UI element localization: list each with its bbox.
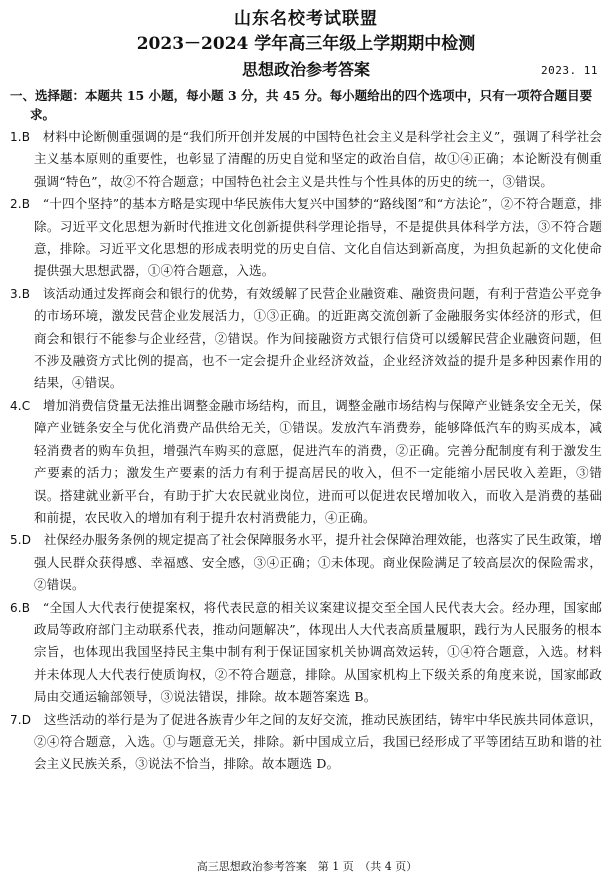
question-explanation: “十四个坚持”的基本方略是实现中华民族伟大复兴中国梦的“路线图”和“方法论”，②不符合题意，排除。习近平文化思想为新时代推进文化创新提供科学理论指导，不是提供具体科学方法，③不符合题意，排除。习近平文化思想的形成表明党的历史自信、文化自信达到新高度，为担负起新的文化使命提供强大思想武器，①④符合题意，入选。: [34, 196, 602, 279]
question-explanation: 材料中论断侧重强调的是“我们所开创并发展的中国特色社会主义是科学社会主义”，强调了科学社会主义基本原则的重要性，也彰显了清醒的历史自觉和坚定的政治自信，故①④正确；本论断没有侧重强调“特色”，故②不符合题意；中国特色社会主义是共性与个性具体的历史的统一，③错误。: [34, 129, 602, 189]
question-explanation: 社保经办服务条例的规定提高了社会保障服务水平，提升社会保障治理效能，也落实了民生政策，增强人民群众获得感、幸福感、安全感，③④正确；①未体现。商业保险满足了较高层次的保险需求，②错误。: [34, 532, 602, 593]
question-number: 4.C: [10, 398, 31, 413]
question-item: [10, 193, 602, 283]
question-number: 1.B: [10, 130, 31, 144]
question-number: 2.B: [10, 197, 31, 212]
question-number: 5.D: [10, 533, 32, 548]
question-item: [10, 283, 602, 395]
question-item: [10, 709, 602, 776]
question-explanation: 增加消费信贷量无法推出调整金融市场结构，而且，调整金融市场结构与保障产业链条安全无关，保障产业链条安全与优化消费产品供给无关，①错误。发放汽车消费券，能够降低汽车的购买成本，减轻消费者的购车负担，增强汽车购买的意愿，促进汽车的消费，②正确。完善分配制度有利于激发生产要素的活力；激发生产要素的活力有利于提高居民的收入，但不一定能缩小居民收入差距，③错误。搭建就业新平台，有助于扩大农民就业岗位，进而可以促进农民增加收入，而收入是消费的基础和前提，农民收入的增加有利于提升农村消费能力，④正确。: [34, 397, 602, 525]
page-header: [10, 8, 602, 82]
question-number: 6.B: [10, 600, 31, 615]
page-footer: 高三思想政治参考答案 第 1 页 （共 4 页）: [196, 860, 418, 873]
subtitle-row: [10, 58, 602, 82]
question-number: 3.B: [10, 286, 31, 301]
question-explanation: 这些活动的举行是为了促进各族青少年之间的友好交流，推动民族团结，铸牢中华民族共同体意识，②④符合题意，入选。①与题意无关，排除。新中国成立后，我国已经形成了平等团结互助和谐的社会主义民族关系，③说法不恰当，排除。故本题选 D。: [34, 711, 602, 772]
question-item: [10, 126, 602, 193]
section-heading: 一、选择题：本题共 15 小题，每小题 3 分，共 45 分。每小题给出的四个选项中，只有一项符合题目要求。: [10, 88, 593, 122]
question-list: [10, 126, 602, 776]
question-item: [10, 395, 602, 529]
organization-name: 山东名校考试联盟: [234, 9, 378, 29]
question-number: 7.D: [10, 712, 32, 727]
page-title: 思想政治参考答案: [241, 60, 370, 79]
question-item: [10, 529, 602, 596]
question-explanation: 该活动通过发挥商会和银行的优势，有效缓解了民营企业融资难、融资贵问题，有利于营造公平竞争的市场环境，激发民营企业发展活力，①③正确。的近距离交流创新了金融服务实体经济的形式，但商会和银行不能参与企业经营，②错误。作为间接融资方式银行信贷可以缓解民营企业融资问题，但不涉及融资方式比例的提高，也不一定会提升企业经济效益，企业经济效益的提升是多种因素作用的结果，④错误。: [34, 285, 602, 391]
exam-title: 2023－2024 学年高三年级上学期期中检测: [136, 34, 476, 54]
question-item: [10, 597, 602, 709]
exam-date: 2023. 11: [541, 64, 598, 77]
question-explanation: “全国人大代表行使提案权，将代表民意的相关议案建议提交至全国人民代表大会。经办理，国家邮政局等政府部门主动联系代表，推动问题解决”，体现出人大代表高质量履职，践行为人民服务的根本宗旨，也体现出我国坚持民主集中制有利于保证国家机关协调高效运转，①④符合题意，入选。材料并未体现人大代表行使质询权，②不符合题意，排除。从国家机构上下级关系的角度来说，国家邮政局由交通运输部领导，③说法错误，排除。故本题答案选 B。: [34, 599, 602, 705]
